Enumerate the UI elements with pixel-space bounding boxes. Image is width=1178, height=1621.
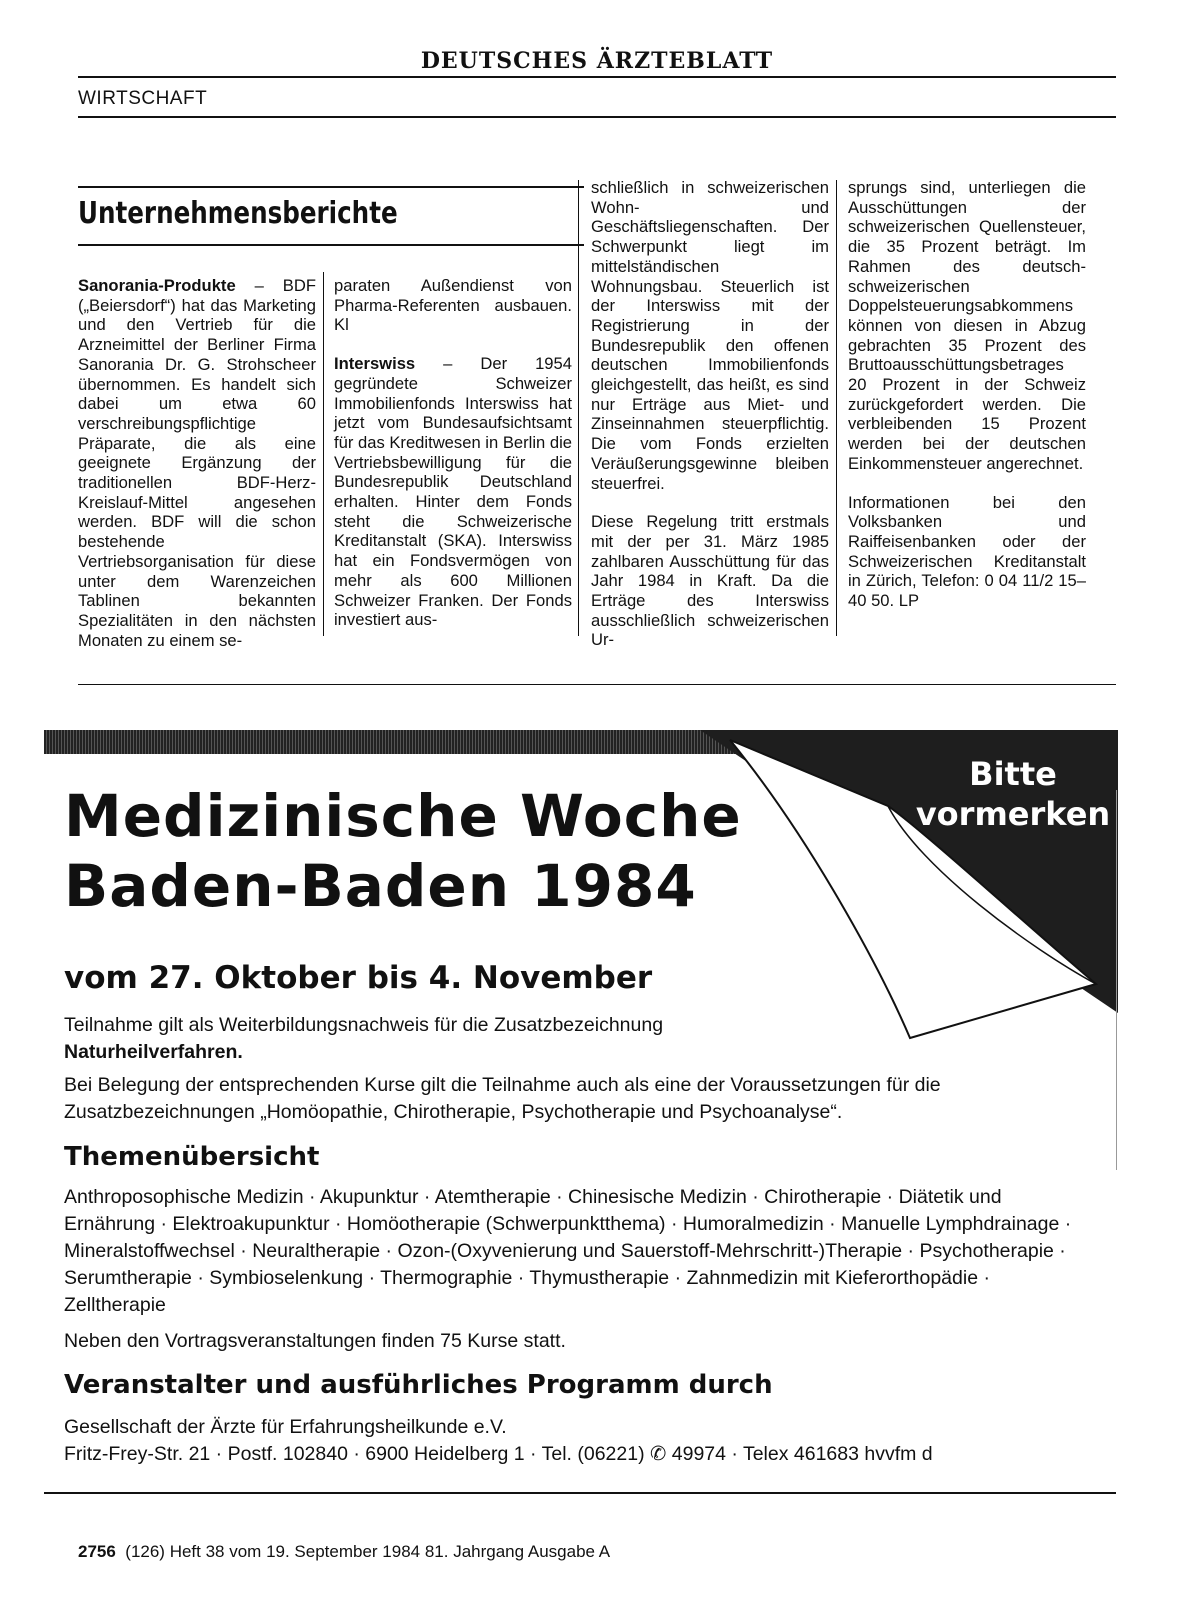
- ad-title-line2: Baden-Baden 1984: [64, 852, 697, 920]
- article-text-sanorania: – BDF („Beiersdorf“) hat das Marketing und den Vertrieb für die Arzneimittel der Berliner Firma Sanorania Dr. G. Strohscheer übernommen. Es handelt sich dabei um etwa 60 verschreibungspflichtige Präparate, die als eine geeignete Ergänzung der traditionellen BDF-Herz-Kreislauf-Mittel angesehen werden. BDF will die schon bestehende Vertriebsorganisation für diese unter dem Warenzeichen Tablinen bekannten Spezialitäten in den nächsten Monaten zu einem se-: [78, 276, 316, 650]
- article-column-3: [591, 178, 829, 650]
- ad-topics-heading: Themenübersicht: [64, 1142, 320, 1172]
- ad-badge-line2: vormerken: [915, 795, 1111, 833]
- ad-organizer-line1: Gesellschaft der Ärzte für Erfahrungsheilkunde e.V.: [64, 1416, 507, 1438]
- ad-top-band: [44, 730, 740, 754]
- article-column-2: [334, 276, 572, 630]
- ad-organizer: [64, 1414, 933, 1468]
- column-divider: [323, 272, 324, 636]
- section-rule: [78, 116, 1116, 118]
- column-divider: [578, 180, 579, 636]
- ad-badge: [908, 754, 1118, 834]
- page-footer: [78, 1542, 610, 1562]
- article-lead-sanorania: Sanorania-Produkte: [78, 276, 236, 295]
- article-text-interswiss: – Der 1954 gegründete Schweizer Immobilienfonds Interswiss hat jetzt vom Bundesaufsichtsamt für das Kreditwesen in Berlin die Vertriebsbewilligung für die Bundesrepublik Deutschland erhalten. Hinter dem Fonds steht die Schweizerische Kreditanstalt (SKA). Interswiss hat ein Fondsvermögen von mehr als 600 Millionen Schweizer Franken. Der Fonds investiert aus-: [334, 354, 572, 630]
- ad-courses: Neben den Vortragsveranstaltungen finden 75 Kurse statt.: [64, 1330, 566, 1352]
- article-text-sanorania-end: paraten Außendienst von Pharma-Referenten ausbauen. Kl: [334, 276, 572, 335]
- ad-badge-line1: Bitte: [969, 755, 1057, 793]
- ad-bottom-rule: [44, 1492, 1116, 1494]
- ad-subtitle: vom 27. Oktober bis 4. November: [64, 960, 653, 996]
- ad-organizer-line2: Fritz-Frey-Str. 21 · Postf. 102840 · 6900 Heidelberg 1 · Tel. (06221) ✆ 49974 · Telex 461683 hvvfm d: [64, 1443, 933, 1465]
- article-column-1: [78, 276, 316, 650]
- article-text-interswiss-cont: schließlich in schweizerischen Wohn- und Geschäftsliegenschaften. Der Schwerpunkt liegt im mittelständischen Wohnungsbau. Steuerlich ist der Interswiss mit der Registrierung in der Bundesrepublik den offenen deutschen Immobilienfonds gleichgestellt, das heißt, es sind nur Erträge aus Miet- und Zinseinnahmen steuerpflichtig. Die vom Fonds erzielten Veräußerungsgewinne bleiben steuerfrei.: [591, 178, 829, 493]
- ad-organizer-heading: Veranstalter und ausführliches Programm durch: [64, 1370, 773, 1400]
- ad-paragraph-1-line1: Teilnahme gilt als Weiterbildungsnachweis für die Zusatzbezeichnung: [64, 1014, 664, 1036]
- issue-info: (126) Heft 38 vom 19. September 1984 81. Jahrgang Ausgabe A: [125, 1542, 611, 1561]
- column-divider: [836, 180, 837, 636]
- ad-paragraph-2-line2: Zusatzbezeichnungen „Homöopathie, Chirotherapie, Psychotherapie und Psychoanalyse“.: [64, 1101, 843, 1123]
- article-heading: Unternehmensberichte: [78, 196, 398, 231]
- article-text-quellensteuer: sprungs sind, unterliegen die Ausschüttungen der schweizerischen Quellensteuer, die 35 Prozent beträgt. Im Rahmen des deutsch-schweizerischen Doppelsteuerungsabkommens können von diesen in Abzug gebrachten 35 Prozent des Bruttoausschüttungsbetrages 20 Prozent in der Schweiz zurückgefordert werden. Die verbleibenden 15 Prozent werden bei der deutschen Einkommensteuer angerechnet.: [848, 178, 1086, 473]
- article-lead-interswiss: Interswiss: [334, 354, 416, 374]
- article-text-informationen: Informationen bei den Volksbanken und Raiffeisenbanken oder der Schweizerischen Kreditanstalt in Zürich, Telefon: 0 04 11/2 15–40 50. LP: [848, 492, 1086, 611]
- article-end-rule: [78, 684, 1116, 685]
- ad-border: [1116, 790, 1117, 1170]
- page-number: 2756: [78, 1542, 116, 1561]
- masthead-rule: [78, 76, 1116, 78]
- section-label: WIRTSCHAFT: [78, 88, 208, 109]
- article-text-regelung: Diese Regelung tritt erstmals mit der per 31. März 1985 zahlbaren Ausschüttung für das Jahr 1984 in Kraft. Da die Erträge des Interswiss ausschließlich schweizerischen Ur-: [591, 512, 829, 650]
- ad-paragraph-1-line2: Naturheilverfahren.: [64, 1041, 243, 1063]
- ad-title-line1: Medizinische Woche: [64, 782, 742, 850]
- ad-paragraph-2: [64, 1072, 941, 1126]
- ad-paragraph-2-line1: Bei Belegung der entsprechenden Kurse gilt die Teilnahme auch als eine der Voraussetzungen für die: [64, 1074, 941, 1096]
- masthead: DEUTSCHES ÄRZTEBLATT: [420, 48, 774, 74]
- article-heading-box: [78, 186, 584, 246]
- ad-paragraph-1: [64, 1012, 663, 1066]
- ad-topics-list: Anthroposophische Medizin · Akupunktur · Atemtherapie · Chinesische Medizin · Chirotherapie · Diätetik und Ernährung · Elektroakupunktur · Homöotherapie (Schwerpunktthema) · Humoralmedizin · Manuelle Lymphdrainage · Mineralstoffwechsel · Neuraltherapie · Ozon-(Oxyvenierung und Sauerstoff-Mehrschritt-)Therapie · Psychotherapie · Serumtherapie · Symbioselenkung · Thermographie · Thymustherapie · Zahnmedizin mit Kieferorthopädie · Zelltherapie: [64, 1186, 1072, 1316]
- article-column-4: [848, 178, 1086, 611]
